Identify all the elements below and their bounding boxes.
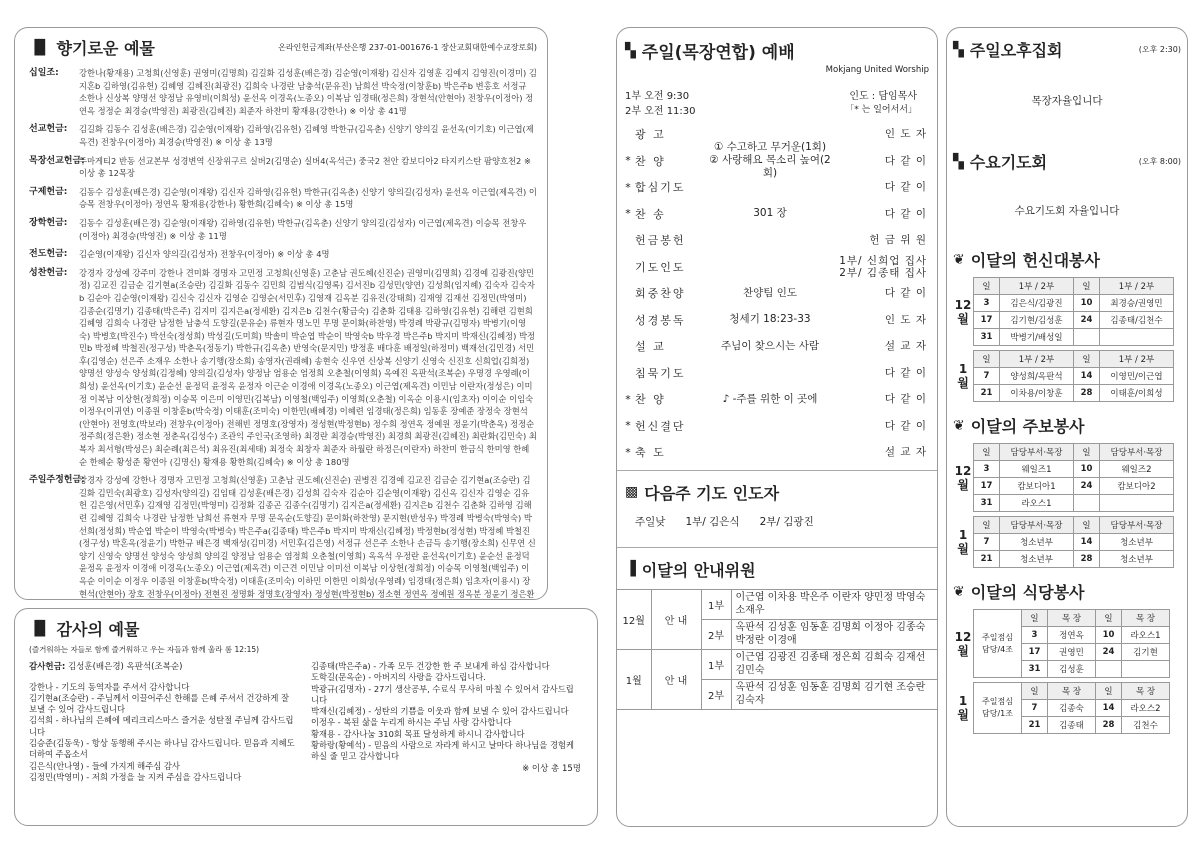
leader-label: 인도 : 담임목사 xyxy=(849,91,917,102)
table-cell: 캄보디아2 xyxy=(1100,478,1174,495)
table-cell: 이영민/이근엽 xyxy=(1100,368,1174,385)
worship-row xyxy=(621,141,937,180)
table-row xyxy=(974,551,1174,568)
worship-subtitle: Mokjang United Worship xyxy=(825,65,929,75)
table-cell: 박병기/배성일 xyxy=(1000,329,1074,346)
worship-leader: 다 같 이 xyxy=(884,287,927,300)
table-cell: 28 xyxy=(1074,385,1100,402)
offering-categories xyxy=(29,67,537,600)
table-row xyxy=(974,312,1174,329)
table-cell: 캄보디아1 xyxy=(1000,478,1074,495)
table-header: 일 xyxy=(1022,683,1048,700)
table-header: 담당부서·목장 xyxy=(1100,517,1174,534)
category-names: 두마게티2 반동 선교본부 성경변역 신장위구르 실버2(김명순) 실버4(옥석근) 중국2 천안 캄보디아2 타지키스탄 팜양흐천2 ※ 이상 총 12목장 xyxy=(79,155,531,179)
table-cell: 31 xyxy=(974,329,1000,346)
table-cell: 라오스2 xyxy=(1122,700,1170,717)
service-table xyxy=(1021,682,1170,734)
table-cell: 웨일즈1 xyxy=(1000,461,1074,478)
next-prayer-label: 주일낮 xyxy=(635,515,666,528)
worship-detail: 찬양팀 인도 xyxy=(742,286,798,299)
service-block xyxy=(953,277,1181,346)
worship-leader: 다 같 이 xyxy=(884,393,927,406)
worship-item: 찬 송 xyxy=(635,207,666,221)
leader-sub: 「* 는 일어서서」 xyxy=(845,105,917,115)
category-names: 강경자 강성예 강주미 강한나 견미화 경명자 고민정 고청희(신영훈) 고춘남 권도혜(신진순) 권영미(김명희) 김경예 김광진(양민정) 김교진 김금순 김기현a(조승란) 김길화 김동수 김민희 김범식(김영록) 김서진b 김성민(양연) 김성희(임지혜) 김숙자 김숙자b 김순아 김순영(이재왕) 김신숙 김신자 김영순 김영순(서민후) 김영재 김옥분 김유진(강태희) 김재영 김재선 김정민(박영미) 김종순(김명기) 김종태(박은주) 김지미 김지은a(정세환) 김지은b 김천수(황금숙) 김춘화 김태용 김하영(김유헌) 김해련 김현희 김혜영 김희숙 나경란 남정한 남충석 도향길(문유순) 류현자 명노민 무명 문이화(하찬영) 박경례 박광규(김명자) 박병기(이영숙) 박병호(박진수) 박선숙(정성희) 박성길(도미희) 박솔미 박순엽 박순이 박영숙b 박우경 박은주b 박지미 박재신(김혜정) 박정민b 박정혜 박철진(정구성) 박춘옥(정동기) 박한규(김옥춘) 반영숙(문지민) 방정훈 배다훈 배정일(하정미) 백재선(김민경) 서민후(김영순) 선은주 소재우 소한나 송기행(장소희) 송영자(권래혜) 송현숙 신우연 신상복 신양기 신영숙 신진호 신희업(김희정) 양명선 양성숙 양성희(김정혜) 양의길(김성자) 양정남 엄용순 엄정희 오춘철(이영희) 옥예진 옥판석(조복순) 우명경 우영례(이희성) 윤선옥(이기호) 윤순선 윤정덕 윤정옥 윤정자 이근순 이경애 이경옥(노종오) 이근엽(제옥견) 이민남 이란자(정성은) 이미정 이복남 이상헌(정희정) 이승목 이은미 이영민(김복남) 이영철(백임주) 이영희(오춘철) 이옥순 이용시(임초자) 이이순 이임숙 이정우(이귀연) 이종원 이창훈b(박숙정) 이태훈(조미숙) 이한민(배혜경) 이혜련 임경태(정은희) 임동훈 장예준 장정숙 장현석(안현아) 전영호(박보라) 전창우(이정아) 전해빈 정명호(장영자) 정성현(박정현b) 정수희 정연옥 정예원 정윤기(박춘옥) 정정순 정주희(정은환) 정소현 정춘옥(김성수) 조관익 주인국(조영하) 최경란 최경승(박영진) 최경희 최광진(김혜진) 최란화(김민숙) 최복자 최서형(박성은) 최순례(최은석) 최유진(최세태) 최정숙 최창자 최준자 하월란 하정은(이란자) 하찬미 한금식 한미영 한혜순 한혜순 황성준 황연아 (김명신) 황재용 황한희(김혜숙) ※ 이상 총 180명 xyxy=(79,267,537,467)
table-row xyxy=(974,478,1174,495)
afternoon-text: 목장자율입니다 xyxy=(1031,95,1103,107)
service-block xyxy=(953,516,1181,568)
worship-row xyxy=(621,439,937,466)
worship-leader: 설 교 자 xyxy=(884,446,927,459)
guide-names: 이근엽 이차용 박은주 이란자 양민정 박영숙 소재우 xyxy=(731,589,937,619)
table-cell: 7 xyxy=(974,368,1000,385)
table-cell: 권영민 xyxy=(1048,644,1096,661)
table-row xyxy=(974,295,1174,312)
table-header: 담당부서·목장 xyxy=(1100,444,1174,461)
service-month: 12 월 xyxy=(954,463,972,492)
category-names: 김동수 김성훈(배은경) 김순영(이재왕) 김하영(김유헌) 박한규(김옥춘) 신양기 양의길(김성자) 이근엽(제옥견) 이승목 전창우(이정아) 최경승(박영진) ※ 이상 총 11명 xyxy=(79,217,527,241)
table-cell: 24 xyxy=(1096,644,1122,661)
table-header: 일 xyxy=(1022,610,1048,627)
table-row xyxy=(974,461,1174,478)
order-of-worship xyxy=(617,119,937,466)
table-cell: 28 xyxy=(1096,717,1122,734)
table-cell: 김기현/김성훈 xyxy=(1000,312,1074,329)
table-cell: 웨일즈2 xyxy=(1100,461,1174,478)
stand-mark: * xyxy=(625,180,631,194)
table-header: 담당부서·목장 xyxy=(1000,517,1074,534)
worship-row xyxy=(621,333,937,360)
worship-leader: 다 같 이 xyxy=(884,419,927,432)
guide-table xyxy=(617,589,937,710)
table-cell: 3 xyxy=(1022,627,1048,644)
service-table xyxy=(973,350,1174,402)
guide-month: 1월 xyxy=(617,649,651,709)
table-cell xyxy=(1100,495,1174,512)
section-bullet-icon: ▚ xyxy=(625,42,636,59)
guide-title: 이달의 안내위원 xyxy=(641,560,756,580)
section-bullet-icon: ▐ xyxy=(625,561,636,577)
category-label: 성찬헌금: xyxy=(29,267,68,278)
table-cell: 24 xyxy=(1074,478,1100,495)
table-cell: 10 xyxy=(1096,627,1122,644)
worship-item: 축 도 xyxy=(635,446,666,460)
table-cell: 17 xyxy=(974,312,1000,329)
table-header: 일 xyxy=(1074,444,1100,461)
worship-leader: 다 같 이 xyxy=(884,366,927,379)
offering-panel xyxy=(14,27,548,600)
worship-row xyxy=(621,360,937,387)
worship-leader: 다 같 이 xyxy=(884,207,927,220)
section-bullet-icon: ▚ xyxy=(953,153,964,170)
service-month: 12 월 xyxy=(954,629,972,658)
worship-item: 헌신결단 xyxy=(635,419,686,433)
table-row xyxy=(974,329,1174,346)
table-cell: 10 xyxy=(1074,295,1100,312)
next-prayer-1: 1부/ 김은식 xyxy=(685,515,740,528)
section-bullet-icon: ▐▌ xyxy=(29,39,51,56)
wednesday-title: 수요기도회 xyxy=(969,153,1048,172)
worship-item: 헌금봉헌 xyxy=(635,234,686,248)
table-cell: 김종태/김천수 xyxy=(1100,312,1174,329)
guide-row xyxy=(617,589,937,619)
worship-item: 합심기도 xyxy=(635,181,686,195)
category-names: 김동수 김성훈(배은경) 김순영(이재왕) 김신자 김하영(김유헌) 박한규(김옥춘) 신양기 양의길(김성자) 윤선옥 이근엽(제옥견) 이승목 전창우(이정아) 정연옥 황재용(강한나) 황한희(김혜숙) ※ 이상 총 15명 xyxy=(79,186,537,210)
thanks-column-1: 강한나 - 기도의 동역자를 주셔서 감사합니다 김기현a(조승란) - 주님께서 이끌어주신 한해를 은혜 주셔서 건강하게 잘 보낼 수 있어 감사드립니다 김석희 - 하나님의 은혜에 메리크리스마스 즐거운 성탄절 주님께 감사드립니다 김승준(김동욱) - 항상 동행해 주시는 하나님 감사드립니다. 믿음과 지혜도 더하여 주옵소서 김은식(안나영) - 들에 가지게 해주심 감사 김정민(박영미) - 저희 가정을 늘 지켜 주심을 감사드립니다 xyxy=(29,681,295,782)
worship-detail: ① 수고하고 무거운(1회) ② 사랑해요 목소리 높여(2회) xyxy=(709,141,831,180)
worship-panel xyxy=(616,27,938,827)
offering-category xyxy=(29,67,537,117)
offering-category xyxy=(29,474,537,600)
table-cell: 21 xyxy=(974,385,1000,402)
table-cell xyxy=(1122,661,1170,678)
category-label: 목장선교헌금: xyxy=(29,155,85,166)
service-month: 1 월 xyxy=(957,528,969,556)
worship-row xyxy=(621,386,937,413)
service-panel xyxy=(946,27,1188,827)
next-prayer-2: 2부/ 김광진 xyxy=(759,515,814,528)
table-cell: 17 xyxy=(974,478,1000,495)
worship-leader: 설 교 자 xyxy=(884,340,927,353)
service-table xyxy=(973,516,1174,568)
next-prayer-title: 다음주 기도 인도자 xyxy=(644,483,780,503)
service-month: 12 월 xyxy=(954,297,972,326)
table-row xyxy=(1022,644,1170,661)
worship-leader: 헌 금 위 원 xyxy=(869,234,927,247)
table-cell: 14 xyxy=(1074,368,1100,385)
table-cell: 김은식/김광진 xyxy=(1000,295,1074,312)
table-header: 목 장 xyxy=(1048,683,1096,700)
stand-mark: * xyxy=(625,419,631,433)
table-header: 담당부서·목장 xyxy=(1000,444,1074,461)
worship-detail: 주님이 찾으시는 사람 xyxy=(721,339,819,352)
table-cell xyxy=(1074,495,1100,512)
wednesday-time: (오후 8:00) xyxy=(1138,157,1181,166)
guide-month: 12월 xyxy=(617,589,651,649)
stand-mark: * xyxy=(625,445,631,459)
leaf-icon: ❦ xyxy=(953,417,965,434)
service-table xyxy=(973,443,1174,512)
worship-leader: 1부/ 신희업 집사 2부/ 김종태 집사 xyxy=(839,254,927,279)
section-bullet-icon: ▚ xyxy=(953,41,964,58)
guide-part: 2부 xyxy=(701,619,731,649)
table-cell: 7 xyxy=(1022,700,1048,717)
table-cell: 정연옥 xyxy=(1048,627,1096,644)
category-label: 십일조: xyxy=(29,68,59,78)
table-header: 일 xyxy=(1096,683,1122,700)
service-table xyxy=(973,277,1174,346)
thanks-total: ※ 이상 총 15명 xyxy=(522,763,581,774)
service-block xyxy=(953,682,1181,734)
section-bullet-icon: ▩ xyxy=(625,484,639,500)
worship-row xyxy=(621,227,937,254)
worship-item: 광 고 xyxy=(635,128,666,142)
table-cell: 28 xyxy=(1074,551,1100,568)
table-cell: 17 xyxy=(1022,644,1048,661)
category-label: 전도헌금: xyxy=(29,249,68,260)
table-cell: 청소년부 xyxy=(1000,551,1074,568)
table-row xyxy=(974,368,1174,385)
offering-category xyxy=(29,217,537,242)
thanks-panel xyxy=(14,608,598,826)
table-header: 일 xyxy=(1074,278,1100,295)
table-cell: 김천수 xyxy=(1122,717,1170,734)
kitchen-title: 이달의 식당봉사 xyxy=(970,583,1085,602)
stand-mark: * xyxy=(625,154,631,168)
table-cell: 김성훈 xyxy=(1048,661,1096,678)
worship-item: 성경봉독 xyxy=(635,313,686,327)
section-bullet-icon: ▐▌ xyxy=(29,620,51,637)
service-time-2: 2부 오전 11:30 xyxy=(625,106,696,117)
worship-row xyxy=(621,201,937,228)
table-row xyxy=(1022,717,1170,734)
guide-names: 옥판석 김성훈 임동훈 김명희 이정아 김종숙 박정란 이경애 xyxy=(731,619,937,649)
worship-row xyxy=(621,280,937,307)
guide-role: 안 내 xyxy=(651,649,701,709)
worship-detail: 301 장 xyxy=(753,207,787,220)
service-block xyxy=(953,350,1181,402)
category-label: 주일주정헌금: xyxy=(29,475,85,486)
table-cell: 7 xyxy=(974,534,1000,551)
offering-category xyxy=(29,123,537,148)
kitchen-duty-label: 주일점심 담당/1조 xyxy=(973,682,1021,734)
service-block xyxy=(953,443,1181,512)
stand-mark: * xyxy=(625,207,631,221)
category-names: 강경자 강성예 강한나 경명자 고민정 고청희(신영훈) 고춘남 권도혜(신진순) 권병진 김경예 김교진 김금순 김기현a(조승란) 김길화 김민숙(최광호) 김성자(양의길) 김임태 김성훈(배은경) 김성희 김숙자 김순아 김순영(이재왕) 김신옥 김신자 김영순 김유헌 김은영(서민후) 김재영 김정민(박영미) 김정화 김종곤 김종수(김명기) 김지은a(정세환) 김지은b 김천수 김춘화 김하영 김해련 김혜영 김희숙 나경란 남정한 남희선 류현자 무명 문옥순(도향길) 문이화(하찬영) 문지현(반성우) 박경례 박병숙(박영숙) 박선희(정성희) 박순엽 박순이 박영숙(박병숙) 박은주a(김종태) 박은주b 박지미 박재신(김혜정) 박정현b(정성현) 박정혜 박철진(정구성) 박혼옥(정윤기) 박한규 배은경 백재성(김미경) 서민후(김은영) 서정규 선은주 소한나 손금득 송기행(장소희) 신무연 신양기 신영숙 양명선 양성숙 양성희 양의길 양정남 엄용순 염정희 오춘철(이영희) 옥옥석 우정란 윤선옥(이기호) 윤순선 윤정덕 윤정옥 윤정자 이경애 이경옥(노종오) 이근엽(제옥견) 이근견 이민남 이미선 이복남 이상헌(정희정) 이승목 이영철(백임주) 이옥순 이이순 이정우 이종원 이창훈b(박숙정) 이태훈(조미숙) 이하민 이한민 이희성(우영례) 임경태(정은희) 임초자(이용시) 장현석(안현아) 장호 전창우(이정아) 전현진 정명화 정명호(장영자) 정성현(박정현b) 정소현 정연옥 정예원 정옥분 정윤기 정은환 xyxy=(79,475,536,599)
worship-leader: 인 도 자 xyxy=(884,313,927,326)
offering-account: 온라인헌금계좌(부산은행 237-01-001676-1 장산교회대한예수교장로회) xyxy=(278,43,537,52)
worship-row xyxy=(621,174,937,201)
dedication-title: 이달의 헌신대봉사 xyxy=(970,251,1100,270)
table-header: 1부 / 2부 xyxy=(1000,351,1074,368)
table-row xyxy=(974,495,1174,512)
service-month: 1 월 xyxy=(957,694,969,722)
worship-leader: 인 도 자 xyxy=(884,128,927,141)
category-names: 강한나(황재용) 고청희(신영훈) 권영미(김명희) 김길화 김성훈(배은경) 김순영(이재왕) 김신자 김영훈 김예지 김영진(이경미) 김지혼b 김하영(김유헌) 김혜영 김혜진(최광진) 김희숙 나경란 남충석(문유진) 남희선 박숙정(이창훈b) 박은주b 변홍호 서정규 소한나 신상복 양명선 양정남 유영비(이희성) 윤선옥 이경옥(노종오) 이복남 임경태(정은희) 장현석(안현아) 전창우(이정아) 정연옥 정정순 최경승(박영진) 최광진(김혜진) 최준자 하찬미 황재용(강한나) ※ 이상 총 41명 xyxy=(79,68,537,116)
table-cell xyxy=(1100,329,1174,346)
thanks-label: 감사헌금: xyxy=(29,662,66,672)
table-cell: 31 xyxy=(974,495,1000,512)
table-cell: 14 xyxy=(1096,700,1122,717)
worship-detail: ♪ -주를 위한 이 곳에 xyxy=(722,392,818,405)
worship-leader: 다 같 이 xyxy=(884,181,927,194)
table-cell: 라오스1 xyxy=(1122,627,1170,644)
worship-item: 침묵기도 xyxy=(635,366,686,380)
table-cell xyxy=(1096,661,1122,678)
wednesday-text: 수요기도회 자율입니다 xyxy=(1014,205,1120,217)
table-row xyxy=(1022,627,1170,644)
table-header: 목 장 xyxy=(1048,610,1096,627)
table-header: 1부 / 2부 xyxy=(1100,278,1174,295)
service-table xyxy=(1021,609,1170,678)
offering-category xyxy=(29,155,537,180)
worship-title: 주일(목장연합) 예배 xyxy=(641,43,795,63)
table-header: 1부 / 2부 xyxy=(1000,278,1074,295)
table-cell: 21 xyxy=(974,551,1000,568)
worship-item: 회중찬양 xyxy=(635,287,686,301)
guide-row xyxy=(617,649,937,679)
leaf-icon: ❦ xyxy=(953,251,965,268)
table-header: 일 xyxy=(974,278,1000,295)
table-header: 일 xyxy=(1074,351,1100,368)
category-label: 장학헌금: xyxy=(29,217,68,228)
category-label: 선교헌금: xyxy=(29,124,68,135)
table-cell: 21 xyxy=(1022,717,1048,734)
guide-names: 옥판석 김성훈 임동훈 김명희 김기현 조승란 김숙자 xyxy=(731,679,937,709)
table-cell: 청소년부 xyxy=(1100,551,1174,568)
thanks-names: 김성훈(배은경) 옥판석(조복순) xyxy=(67,662,183,672)
table-cell: 청소년부 xyxy=(1000,534,1074,551)
afternoon-time: (오후 2:30) xyxy=(1138,45,1181,54)
worship-row xyxy=(621,307,937,334)
category-names: 김순영(이재왕) 김신자 양의길(김성자) 전창우(이정아) ※ 이상 총 4명 xyxy=(79,249,330,260)
table-cell: 최경승/권영민 xyxy=(1100,295,1174,312)
table-cell: 10 xyxy=(1074,461,1100,478)
table-cell: 24 xyxy=(1074,312,1100,329)
guide-role: 안 내 xyxy=(651,589,701,649)
worship-leader: 다 같 이 xyxy=(884,154,927,167)
worship-item: 찬 양 xyxy=(635,154,666,168)
table-cell: 이태훈/이희성 xyxy=(1100,385,1174,402)
offering-category xyxy=(29,267,537,469)
stand-mark: * xyxy=(625,392,631,406)
table-cell: 양성희/옥판석 xyxy=(1000,368,1074,385)
table-cell: 청소년부 xyxy=(1100,534,1174,551)
table-header: 목 장 xyxy=(1122,610,1170,627)
jubo-title: 이달의 주보봉사 xyxy=(970,417,1085,436)
table-cell: 14 xyxy=(1074,534,1100,551)
table-cell: 3 xyxy=(974,461,1000,478)
table-cell: 김기현 xyxy=(1122,644,1170,661)
table-header: 1부 / 2부 xyxy=(1100,351,1174,368)
offering-category xyxy=(29,186,537,211)
worship-row xyxy=(621,413,937,440)
table-header: 목 장 xyxy=(1122,683,1170,700)
table-cell: 31 xyxy=(1022,661,1048,678)
offering-title: 향기로운 예물 xyxy=(56,39,155,58)
guide-part: 1부 xyxy=(701,589,731,619)
category-names: 김길화 김동수 김성훈(배은경) 김순영(이재왕) 김하영(김유헌) 김혜영 박한규(김옥춘) 신양기 양의길 윤선옥(이기호) 이근엽(제옥견) 전창우(이정아) 최경승(박영진) ※ 이상 총 13명 xyxy=(79,124,534,147)
worship-item: 설 교 xyxy=(635,340,666,354)
table-header: 일 xyxy=(1074,517,1100,534)
table-cell: 이차용/이창훈 xyxy=(1000,385,1074,402)
worship-detail: 청세기 18:23-33 xyxy=(729,313,811,326)
table-cell: 3 xyxy=(974,295,1000,312)
guide-part: 2부 xyxy=(701,679,731,709)
kitchen-duty-label: 주일점심 담당/4조 xyxy=(973,609,1021,678)
worship-item: 기도인도 xyxy=(635,260,686,274)
table-header: 일 xyxy=(974,351,1000,368)
guide-names: 이근엽 김광진 김종태 정은희 김희숙 김재선 김민숙 xyxy=(731,649,937,679)
category-label: 구제헌금: xyxy=(29,186,68,197)
offering-category xyxy=(29,248,537,261)
thanks-column-2: 김종태(박은주a) - 가족 모두 건강한 한 주 보내게 하심 감사합니다 도학길(문옥순) - 아버지의 사랑을 감사드립니다. 박광규(김명자) - 27기 생산공부, 수료식 무사히 마칠 수 있어서 감사드립니다 박재신(김혜정) - 성탄의 기쁨을 이웃과 함께 보낼 수 있어 감사드립니다 이정우 - 복된 삶을 누리게 하시는 주님 사랑 감사합니다 황재용 - 감사나눔 310회 목표 달성하게 하시니 감사합니다 황하랑(황예석) - 믿음의 사람으로 자라게 하시고 날마다 하나님을 경험케 하실 줄 믿고 감사합니다 xyxy=(311,661,574,762)
table-row xyxy=(974,534,1174,551)
table-row xyxy=(1022,700,1170,717)
service-time-1: 1부 오전 9:30 xyxy=(625,91,690,102)
thanks-verse: (즐거워하는 자들로 함께 즐거워하고 우는 자들과 함께 울라 롬 12:15) xyxy=(29,645,260,654)
guide-part: 1부 xyxy=(701,649,731,679)
worship-row xyxy=(621,254,937,281)
table-row xyxy=(1022,661,1170,678)
worship-item: 찬 양 xyxy=(635,393,666,407)
table-cell xyxy=(1074,329,1100,346)
table-cell: 라오스1 xyxy=(1000,495,1074,512)
thanks-title: 감사의 예물 xyxy=(56,620,140,639)
service-block xyxy=(953,609,1181,678)
leaf-icon: ❦ xyxy=(953,583,965,600)
table-header: 일 xyxy=(974,444,1000,461)
table-cell: 김종태 xyxy=(1048,717,1096,734)
table-header: 일 xyxy=(974,517,1000,534)
table-header: 일 xyxy=(1096,610,1122,627)
table-cell: 김종숙 xyxy=(1048,700,1096,717)
service-month: 1 월 xyxy=(957,362,969,390)
table-row xyxy=(974,385,1174,402)
afternoon-title: 주일오후집회 xyxy=(969,41,1063,60)
